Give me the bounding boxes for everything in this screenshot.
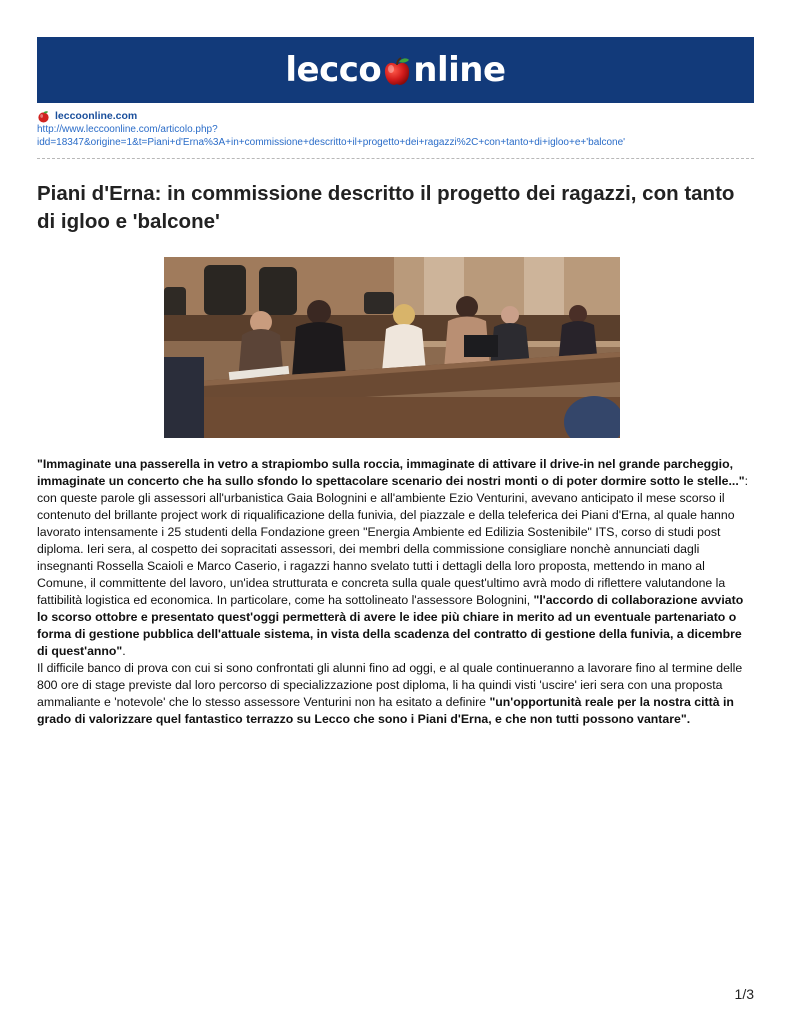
site-logo[interactable] <box>285 50 505 90</box>
apple-icon <box>382 56 412 88</box>
venturini-quote: "un'opportunità reale per la nostra città in grado di valorizzare quel fantastico terrazzo su Lecco che sono i Piani d'Erna, e che non tutti possono vantare". <box>37 695 734 726</box>
source-url-link[interactable] <box>37 123 754 149</box>
meeting-photo-illustration <box>164 257 620 438</box>
source-site-row <box>37 110 754 123</box>
article-photo <box>164 257 620 438</box>
site-banner <box>37 37 754 103</box>
source-block <box>37 110 754 149</box>
paragraph-1-end: . <box>122 644 126 658</box>
logo-text-right: nline <box>413 50 506 90</box>
source-url-line1: http://www.leccoonline.com/articolo.php? <box>37 124 218 135</box>
source-site-name[interactable]: leccoonline.com <box>55 110 138 122</box>
paragraph-2-text: Il difficile banco di prova con cui si sono confrontati gli alunni fino ad oggi, e al quale continueranno a lavorare fino al termine delle 800 ore di stage previste dal loro percorso di specializzazione post diploma, li ha quindi visti 'uscire' ieri sera con una proposta ammaliante e 'notevole' che lo stesso assessore Venturini non ha esitato a definire <box>37 661 743 709</box>
dashed-divider <box>37 158 754 159</box>
logo-text-left: lecco <box>285 50 382 90</box>
article-body <box>37 456 749 728</box>
bolognini-quote: "l'accordo di collaborazione avviato lo scorso ottobre e presentato quest'oggi permetterà di avere le idee più chiare in merito ad un eventuale partenariato o forma di gestione pubblica dell'attuale sistema, in vista della scadenza del contratto di gestione della funivia, a dicembre di quest'anno" <box>37 593 744 658</box>
article-paragraph-2 <box>37 660 749 728</box>
opening-quote: "Immaginate una passerella in vetro a strapiombo sulla roccia, immaginate di attivare il drive-in nel grande parcheggio, immaginate un concerto che ha sullo sfondo lo spettacolare scenario dei nostri monti o di poter dormire sotto le stelle..." <box>37 457 745 488</box>
apple-favicon-icon <box>37 110 50 123</box>
page-number: 1/3 <box>734 986 754 1002</box>
article-paragraph-1 <box>37 456 749 660</box>
article-title: Piani d'Erna: in commissione descritto il progetto dei ragazzi, con tanto di igloo e 'balcone' <box>37 182 735 233</box>
source-url-line2: idd=18347&origine=1&t=Piani+d'Erna%3A+in+commissione+descritto+il+progetto+dei+ragazzi%2C+con+tanto+di+igloo+e+'balcone' <box>37 137 626 148</box>
paragraph-1-text: : con queste parole gli assessori all'urbanistica Gaia Bolognini e all'ambiente Ezio Venturini, avevano anticipato il mese scorso il contenuto del brillante project work di riqualificazione della funivia, del piazzale e della teleferica dei Piani d'Erna, al quale hanno lavorato intensamente i 25 studenti della Fondazione green "Energia Ambiente ed Edilizia Sostenibile" ITS, corso di studi post diploma. Ieri sera, al cospetto dei sopracitati assessori, dei membri della commissione consigliare nonchè annunciati dagli insegnanti Rossella Scaioli e Marco Caserio, i ragazzi hanno svelato tutti i dettagli della loro proposta, mettendo in mano al Comune, il committente del lavoro, un'idea strutturata e concreta sulla quale quest'ultimo avrà modo di riflettere valutandone la fattibilità logistica ed economica. In particolare, come ha sottolineato l'assessore Bolognini, <box>37 474 748 607</box>
